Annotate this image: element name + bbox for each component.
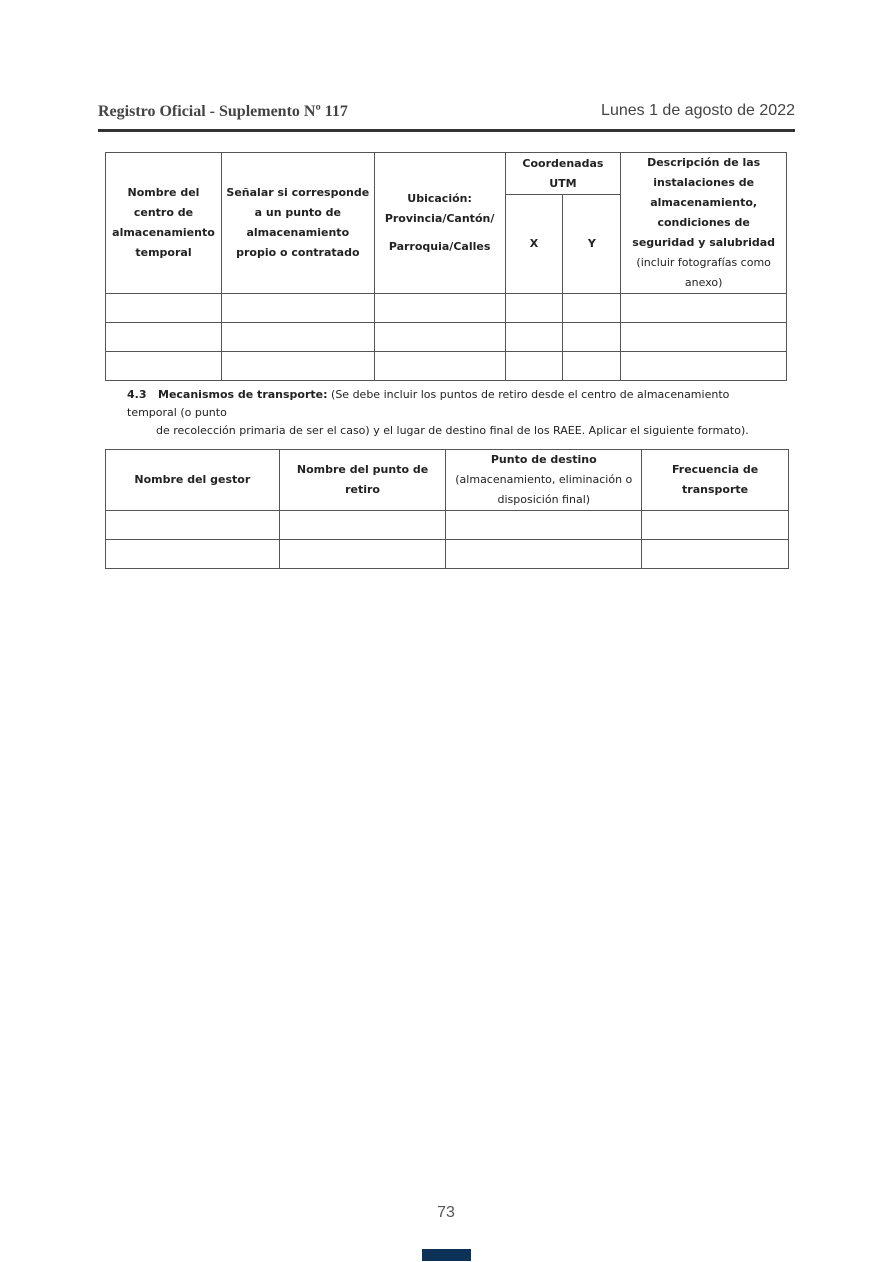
header-own-or-contracted: Señalar si corresponde a un punto de almacenamiento propio o contratado [221,153,374,294]
header-coord-x: X [505,195,563,294]
header-coord-y: Y [563,195,621,294]
publication-date: Lunes 1 de agosto de 2022 [601,102,795,119]
table-row [106,294,787,323]
header-manager-name: Nombre del gestor [106,450,280,511]
location-line-3: Parroquia/Calles [388,240,491,253]
header-facility-description [621,153,787,294]
section-text-line-1: (Se debe incluir los puntos de retiro desde el centro de almacenamiento temporal (o punto [127,388,730,419]
description-bold: Descripción de las instalaciones de almacenamiento, condiciones de seguridad y salubridad [632,156,776,249]
header-pickup-point: Nombre del punto de retiro [279,450,446,511]
page-header [98,102,795,132]
section-text-line-2: de recolección primaria de ser el caso) y el lugar de destino final de los RAEE. Aplicar el siguiente formato). [156,424,749,437]
transport-table [105,449,789,569]
location-line-2: Provincia/Cantón/ [384,212,495,225]
footer-bar [422,1249,471,1261]
destination-bold: Punto de destino [490,453,597,466]
header-utm-coordinates: Coordenadas UTM [505,153,621,195]
header-destination [446,450,642,511]
location-line-1: Ubicación: [407,192,472,205]
header-transport-frequency: Frecuencia de transporte [642,450,789,511]
storage-centers-table [105,152,787,381]
table-row [106,323,787,352]
section-number: 4.3 [127,388,147,401]
publication-title: Registro Oficial - Suplemento Nº 117 [98,103,348,120]
section-title: Mecanismos de transporte: [158,388,328,401]
description-note: (incluir fotografías como anexo) [636,256,771,289]
section-4-3 [127,386,777,440]
page-number: 73 [437,1204,455,1221]
header-location [374,153,505,294]
header-storage-center-name: Nombre del centro de almacenamiento temporal [106,153,222,294]
table-row [106,540,789,569]
destination-note: (almacenamiento, eliminación o disposición final) [455,473,633,506]
table-row [106,511,789,540]
table-row [106,352,787,381]
